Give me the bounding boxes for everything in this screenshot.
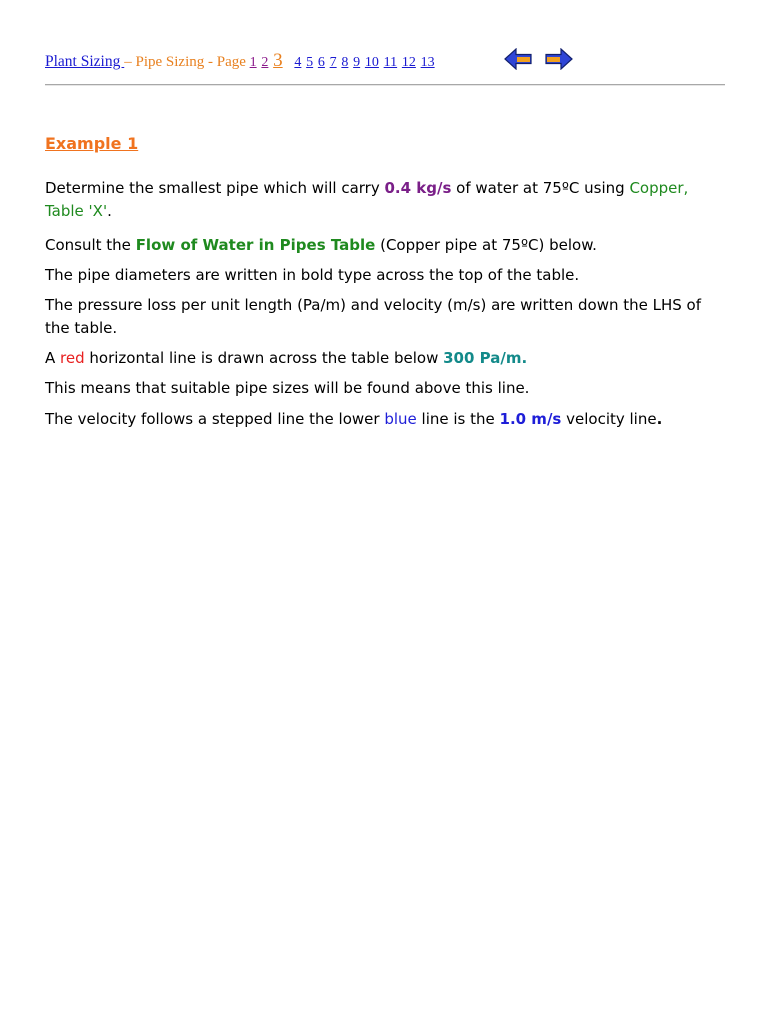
paragraph-red-line: [45, 347, 725, 370]
right-arrow-icon[interactable]: [545, 48, 573, 70]
page-link-11[interactable]: 11: [383, 55, 398, 70]
page-link-3-current[interactable]: 3: [273, 50, 283, 71]
page-link-10[interactable]: 10: [364, 55, 379, 70]
page-link-6[interactable]: 6: [317, 55, 325, 70]
text: horizontal line is drawn across the table below: [84, 349, 444, 367]
text: line is the: [416, 410, 500, 428]
flow-table-ref: Flow of Water in Pipes Table: [135, 236, 376, 254]
plant-sizing-link[interactable]: Plant Sizing: [45, 53, 125, 70]
page-link-8[interactable]: 8: [341, 55, 349, 70]
page-link-13[interactable]: 13: [420, 55, 435, 70]
pressure-value: 300 Pa/m: [443, 349, 522, 367]
page-link-4[interactable]: 4: [294, 55, 302, 70]
copper-table-ref: Copper, Table 'X': [45, 179, 689, 220]
text: .: [521, 349, 528, 367]
paragraph-diameters: The pipe diameters are written in bold type across the top of the table.: [45, 266, 580, 284]
text: velocity line: [561, 410, 657, 428]
page-arrows: [504, 48, 582, 74]
text: of water at 75ºC using: [451, 179, 630, 197]
red-word: red: [60, 349, 85, 367]
paragraph-pressure-loss: The pressure loss per unit length (Pa/m) and velocity (m/s) are written down the LHS of the table.: [45, 296, 702, 337]
left-arrow-icon[interactable]: [504, 48, 532, 70]
blue-word: blue: [384, 410, 417, 428]
page-navigation: [45, 50, 735, 78]
text: .: [656, 410, 663, 428]
text: (Copper pipe at 75ºC) below.: [375, 236, 597, 254]
paragraph-consult: [45, 234, 725, 257]
page-link-12[interactable]: 12: [401, 55, 416, 70]
page-link-1[interactable]: 1: [249, 55, 257, 70]
page-link-7[interactable]: 7: [329, 55, 337, 70]
breadcrumb-text: – Pipe Sizing - Page: [124, 54, 250, 70]
text: .: [107, 202, 112, 220]
paragraph-velocity: [45, 408, 725, 431]
paragraph-suitable: This means that suitable pipe sizes will be found above this line.: [45, 379, 530, 397]
text: A: [45, 349, 61, 367]
page-link-5[interactable]: 5: [306, 55, 314, 70]
paragraph-determine: [45, 177, 725, 223]
velocity-value: 1.0 m/s: [499, 410, 562, 428]
flow-rate-value: 0.4 kg/s: [384, 179, 452, 197]
example-heading: Example 1: [45, 134, 139, 153]
text: The velocity follows a stepped line the lower: [45, 410, 385, 428]
text: Consult the: [45, 236, 136, 254]
header-divider: [45, 84, 725, 86]
page-link-9[interactable]: 9: [353, 55, 361, 70]
page-link-2[interactable]: 2: [261, 55, 269, 70]
text: Determine the smallest pipe which will carry: [45, 179, 385, 197]
